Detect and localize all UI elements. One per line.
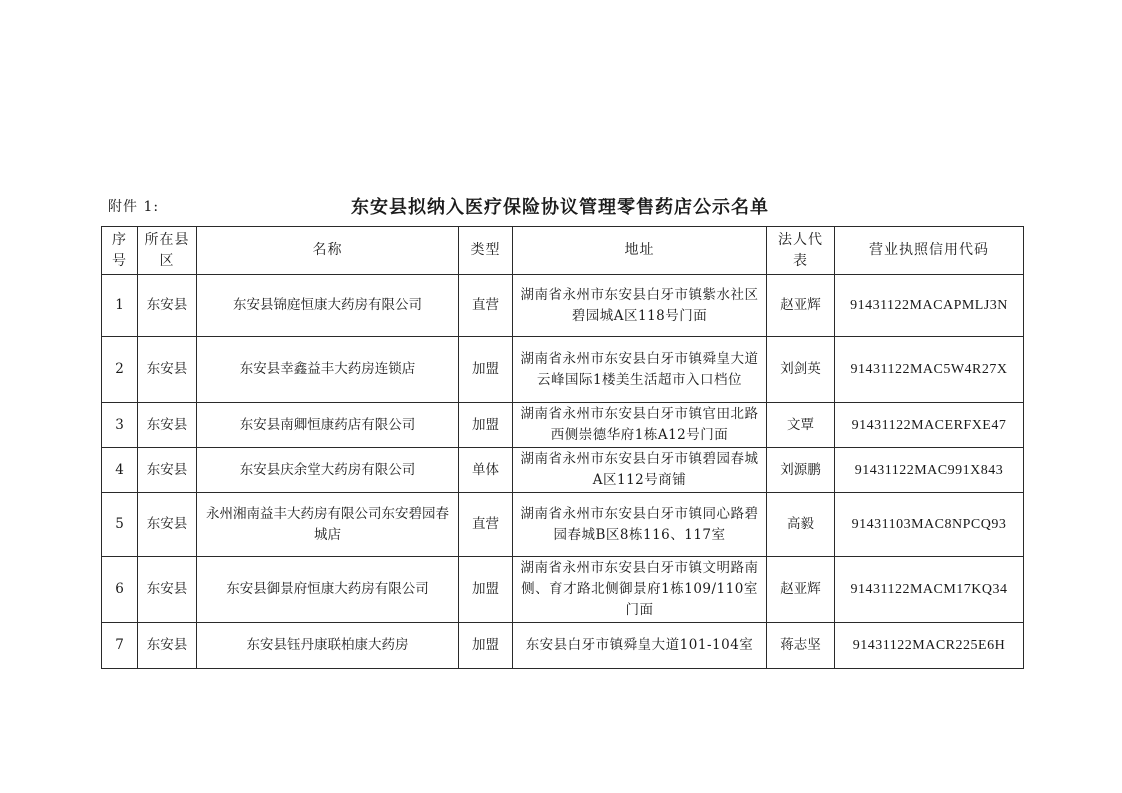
document-title: 东安县拟纳入医疗保险协议管理零售药店公示名单	[351, 197, 769, 218]
header-type: 类型	[459, 227, 513, 275]
cell-credit-code: 91431122MACAPMLJ3N	[835, 275, 1024, 337]
cell-legal-rep: 赵亚辉	[767, 275, 835, 337]
table-row	[102, 448, 1024, 493]
cell-name: 东安县钰丹康联柏康大药房	[197, 623, 459, 669]
attachment-label: 附件 1:	[108, 199, 160, 215]
cell-legal-rep: 文覃	[767, 403, 835, 448]
cell-name: 东安县庆余堂大药房有限公司	[197, 448, 459, 493]
table-row	[102, 623, 1024, 669]
cell-index: 6	[102, 557, 138, 623]
cell-county: 东安县	[138, 448, 197, 493]
cell-credit-code: 91431122MACR225E6H	[835, 623, 1024, 669]
cell-legal-rep: 赵亚辉	[767, 557, 835, 623]
cell-type: 加盟	[459, 337, 513, 403]
pharmacy-list-table	[101, 226, 1024, 669]
cell-legal-rep: 刘剑英	[767, 337, 835, 403]
cell-type: 单体	[459, 448, 513, 493]
cell-type: 加盟	[459, 557, 513, 623]
cell-name: 东安县幸鑫益丰大药房连锁店	[197, 337, 459, 403]
cell-county: 东安县	[138, 623, 197, 669]
table-row	[102, 275, 1024, 337]
header-name: 名称	[197, 227, 459, 275]
cell-credit-code: 91431122MACM17KQ34	[835, 557, 1024, 623]
cell-index: 1	[102, 275, 138, 337]
cell-type: 加盟	[459, 403, 513, 448]
cell-index: 7	[102, 623, 138, 669]
cell-type: 直营	[459, 493, 513, 557]
cell-index: 3	[102, 403, 138, 448]
cell-address: 湖南省永州市东安县白牙市镇同心路碧园春城B区8栋116、117室	[513, 493, 767, 557]
cell-county: 东安县	[138, 275, 197, 337]
cell-credit-code: 91431122MACERFXE47	[835, 403, 1024, 448]
cell-address: 湖南省永州市东安县白牙市镇官田北路西侧崇德华府1栋A12号门面	[513, 403, 767, 448]
header-address: 地址	[513, 227, 767, 275]
cell-legal-rep: 高毅	[767, 493, 835, 557]
header-credit-code: 营业执照信用代码	[835, 227, 1024, 275]
cell-county: 东安县	[138, 337, 197, 403]
header-legal-rep: 法人代表	[767, 227, 835, 275]
cell-type: 直营	[459, 275, 513, 337]
table-row	[102, 337, 1024, 403]
cell-type: 加盟	[459, 623, 513, 669]
table-row	[102, 403, 1024, 448]
cell-name: 东安县锦庭恒康大药房有限公司	[197, 275, 459, 337]
cell-legal-rep: 刘源鹏	[767, 448, 835, 493]
cell-credit-code: 91431122MAC5W4R27X	[835, 337, 1024, 403]
header-index: 序号	[102, 227, 138, 275]
cell-legal-rep: 蒋志坚	[767, 623, 835, 669]
cell-county: 东安县	[138, 493, 197, 557]
cell-name: 东安县南卿恒康药店有限公司	[197, 403, 459, 448]
cell-index: 4	[102, 448, 138, 493]
cell-name: 永州湘南益丰大药房有限公司东安碧园春城店	[197, 493, 459, 557]
cell-index: 2	[102, 337, 138, 403]
cell-address: 东安县白牙市镇舜皇大道101-104室	[513, 623, 767, 669]
cell-address: 湖南省永州市东安县白牙市镇碧园春城A区112号商铺	[513, 448, 767, 493]
table-row	[102, 493, 1024, 557]
cell-address: 湖南省永州市东安县白牙市镇紫水社区碧园城A区118号门面	[513, 275, 767, 337]
cell-address: 湖南省永州市东安县白牙市镇舜皇大道云峰国际1楼美生活超市入口档位	[513, 337, 767, 403]
table-row	[102, 557, 1024, 623]
cell-index: 5	[102, 493, 138, 557]
header-county: 所在县区	[138, 227, 197, 275]
cell-county: 东安县	[138, 403, 197, 448]
cell-county: 东安县	[138, 557, 197, 623]
cell-name: 东安县御景府恒康大药房有限公司	[197, 557, 459, 623]
table-header-row	[102, 227, 1024, 275]
cell-address: 湖南省永州市东安县白牙市镇文明路南侧、育才路北侧御景府1栋109/110室门面	[513, 557, 767, 623]
cell-credit-code: 91431103MAC8NPCQ93	[835, 493, 1024, 557]
cell-credit-code: 91431122MAC991X843	[835, 448, 1024, 493]
